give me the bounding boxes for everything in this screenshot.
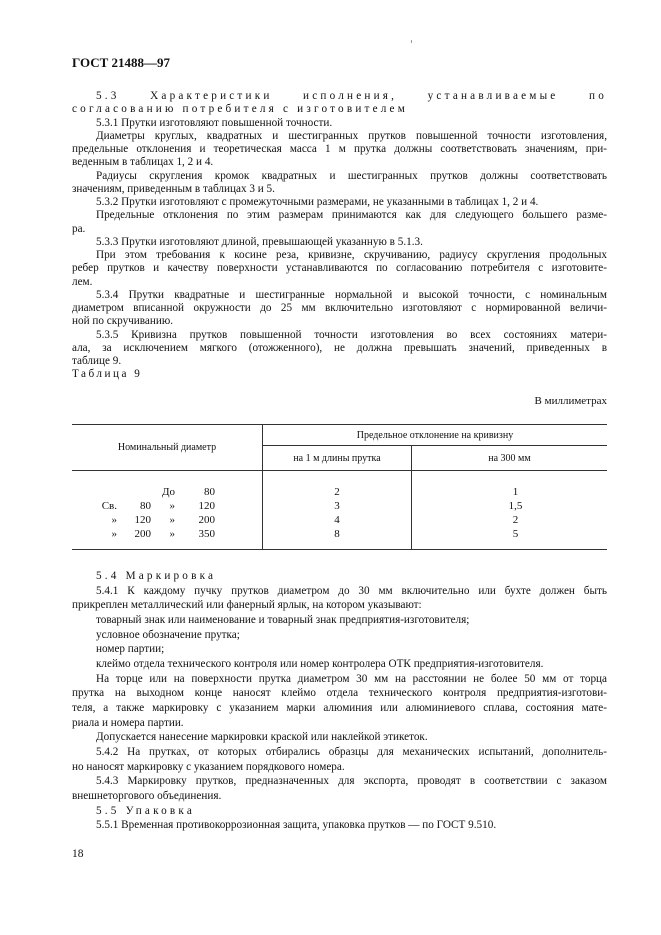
table-units: В миллиметрах	[534, 395, 607, 407]
col-curvature-group: Предельное отклонение на кривизну	[263, 425, 608, 446]
text-line: 5.3.1 Прутки изготовляют повышенной точности.	[96, 116, 333, 129]
text-line: 5.3.3 Прутки изготовляют длиной, превышающей указанную в 5.1.3.	[96, 235, 423, 248]
paragraph	[72, 730, 607, 745]
text-line: внешнеторгового объединения.	[72, 789, 222, 802]
document-header: ГОСТ 21488—97	[72, 55, 171, 70]
diameter-from: 200	[134, 528, 151, 540]
text-line: ной по скручиванию.	[72, 315, 174, 328]
text-line: прутка на выходном конце наносят клеймо отдела технического контроля предприятия-изготови-	[72, 687, 607, 700]
text-line: 5.5.1 Временная противокоррозионная защита, упаковка прутков — по ГОСТ 9.510.	[96, 819, 497, 832]
scan-mark	[411, 40, 412, 43]
diameter-sep: До	[161, 486, 175, 498]
text-line: 5.4.1 К каждому пучку прутков диаметром до 30 мм включительно или бухте должен быть	[96, 584, 607, 597]
text-line: ребер прутков и качеству поверхности устанавливаются по согласованию потребителя с изготовите-	[72, 262, 607, 275]
text-line: прикреплен металлический или фанерный ярлык, на котором указывают:	[72, 599, 422, 612]
text-line: Радиусы скругления кромок квадратных и шестигранных прутков должны соответствовать	[96, 169, 607, 182]
text-line: товарный знак или наименование и товарный знак предприятия-изготовителя;	[96, 613, 470, 626]
section-5-4-5-5	[72, 569, 607, 833]
paragraph	[72, 774, 607, 803]
paragraph	[72, 628, 607, 643]
curvature-per-300mm: 1,5	[508, 500, 523, 512]
diameter-sep: »	[169, 514, 175, 526]
table-caption: Таблица 9	[72, 368, 143, 380]
text-line: условное обозначение прутка;	[96, 628, 240, 641]
text-line: но наносят маркировку с указанием порядкового номера.	[72, 760, 345, 773]
diameter-to: 80	[204, 486, 215, 498]
curvature-per-300mm: 1	[512, 486, 519, 498]
diameter-from: 80	[140, 500, 151, 512]
paragraph	[72, 818, 607, 833]
text-line: лем.	[72, 275, 93, 288]
paragraph	[72, 209, 607, 236]
diameter-prefix: »	[111, 528, 117, 540]
nominal-diameter-cells	[72, 471, 263, 550]
section-5-3	[72, 90, 607, 368]
text-line: теля, а также маркировку с указанием марки алюминия или алюминиевого сплава, состояния мате-	[72, 701, 607, 714]
section-heading	[72, 569, 607, 584]
curvature-per-meter: 4	[334, 514, 340, 526]
text-line: ра.	[72, 222, 86, 235]
text-line: клеймо отдела технического контроля или номер контролера ОТК предприятия-изготовителя.	[96, 657, 544, 670]
diameter-sep: »	[169, 500, 175, 512]
paragraph	[72, 745, 607, 774]
text-line: ала, за исключением мягкого (отожженного), не должна превышать значений, приведенных в	[72, 341, 607, 354]
section-heading	[72, 90, 607, 117]
col-per-300mm: на 300 мм	[412, 446, 608, 471]
paragraph	[72, 672, 607, 731]
text-line: риала и номера партии.	[72, 716, 184, 729]
col-nominal-diameter: Номинальный диаметр	[72, 425, 263, 471]
text-line: 5.3.2 Прутки изготовляют с промежуточными размерами, не указанными в таблицах 1, 2 и 4.	[96, 196, 539, 208]
text-line: 5.3 Характеристики исполнения, устанавливаемые по	[96, 90, 607, 102]
text-line: предельные отклонения и теоретическая масса 1 м прутка должны соответствовать значениям, при-	[72, 143, 607, 155]
text-line: Предельные отклонения по этим размерам принимаются как для следующего большего разме-	[96, 209, 607, 222]
text-line: На торце или на поверхности прутка диаметром 30 мм на расстоянии не более 50 мм от торца	[96, 672, 607, 685]
text-line: значениям, приведенным в таблицах 3 и 5.	[72, 182, 275, 195]
paragraph	[72, 130, 607, 170]
text-line: таблице 9.	[72, 355, 122, 367]
table-9	[72, 424, 607, 550]
diameter-prefix: Св.	[101, 500, 117, 512]
text-line: Допускается нанесение маркировки краской или наклейкой этикеток.	[96, 731, 428, 744]
paragraph	[72, 117, 607, 130]
text-line: 5.3.4 Прутки квадратные и шестигранные нормальной и высокой точности, с номинальным	[96, 288, 607, 301]
diameter-to: 350	[198, 528, 215, 540]
paragraph	[72, 329, 607, 369]
curvature-per-meter: 3	[334, 500, 340, 512]
text-line: 5.3.5 Кривизна прутков повышенной точности изготовления во всех состояниях матери-	[96, 328, 607, 341]
paragraph	[72, 657, 607, 672]
curvature-per-300mm: 2	[512, 514, 519, 526]
diameter-range	[32, 499, 262, 513]
curvature-per-meter: 8	[334, 528, 340, 540]
text-line: диаметром вписанной окружности до 25 мм включительно изготовляют с нормированной величи-	[72, 302, 607, 314]
paragraph	[72, 236, 607, 249]
paragraph	[72, 613, 607, 628]
text-line: 5.4.2 На прутках, от которых отбирались образцы для механических испытаний, дополнитель-	[96, 745, 607, 758]
per-300mm-cells	[412, 471, 608, 550]
section-heading	[72, 804, 607, 819]
diameter-sep: »	[169, 528, 175, 540]
diameter-to: 200	[198, 514, 215, 526]
text-line: 5.4.3 Маркировку прутков, предназначенных для экспорта, проводят в соответствии с заказом	[96, 775, 607, 788]
diameter-from	[117, 485, 151, 499]
diameter-range	[32, 527, 262, 541]
text-line: согласованию потребителя с изготовителем	[72, 103, 409, 116]
diameter-prefix	[79, 485, 117, 499]
diameter-from: 120	[134, 514, 151, 526]
page-number: 18	[72, 848, 84, 860]
paragraph	[72, 642, 607, 657]
text-line: веденным в таблицах 1, 2 и 4.	[72, 156, 214, 169]
per-meter-cells	[263, 471, 412, 550]
paragraph	[72, 289, 607, 329]
curvature-per-meter: 2	[334, 486, 340, 498]
diameter-to: 120	[198, 500, 215, 512]
paragraph	[72, 196, 607, 209]
text-line: Диаметры круглых, квадратных и шестигранных прутков повышенной точности изготовления,	[96, 129, 607, 142]
text-line: номер партии;	[96, 643, 165, 656]
paragraph	[72, 249, 607, 289]
col-per-meter: на 1 м длины прутка	[263, 446, 412, 471]
text-line: 5.5 Упаковка	[96, 804, 196, 817]
text-line: При этом требования к косине реза, кривизне, скручиванию, радиусу скругления продольных	[96, 249, 607, 261]
diameter-range	[32, 485, 262, 499]
paragraph	[72, 584, 607, 613]
text-line: 5.4 Маркировка	[96, 570, 217, 582]
paragraph	[72, 170, 607, 197]
diameter-prefix: »	[111, 514, 117, 526]
diameter-range	[32, 513, 262, 527]
curvature-per-300mm: 5	[512, 528, 519, 540]
